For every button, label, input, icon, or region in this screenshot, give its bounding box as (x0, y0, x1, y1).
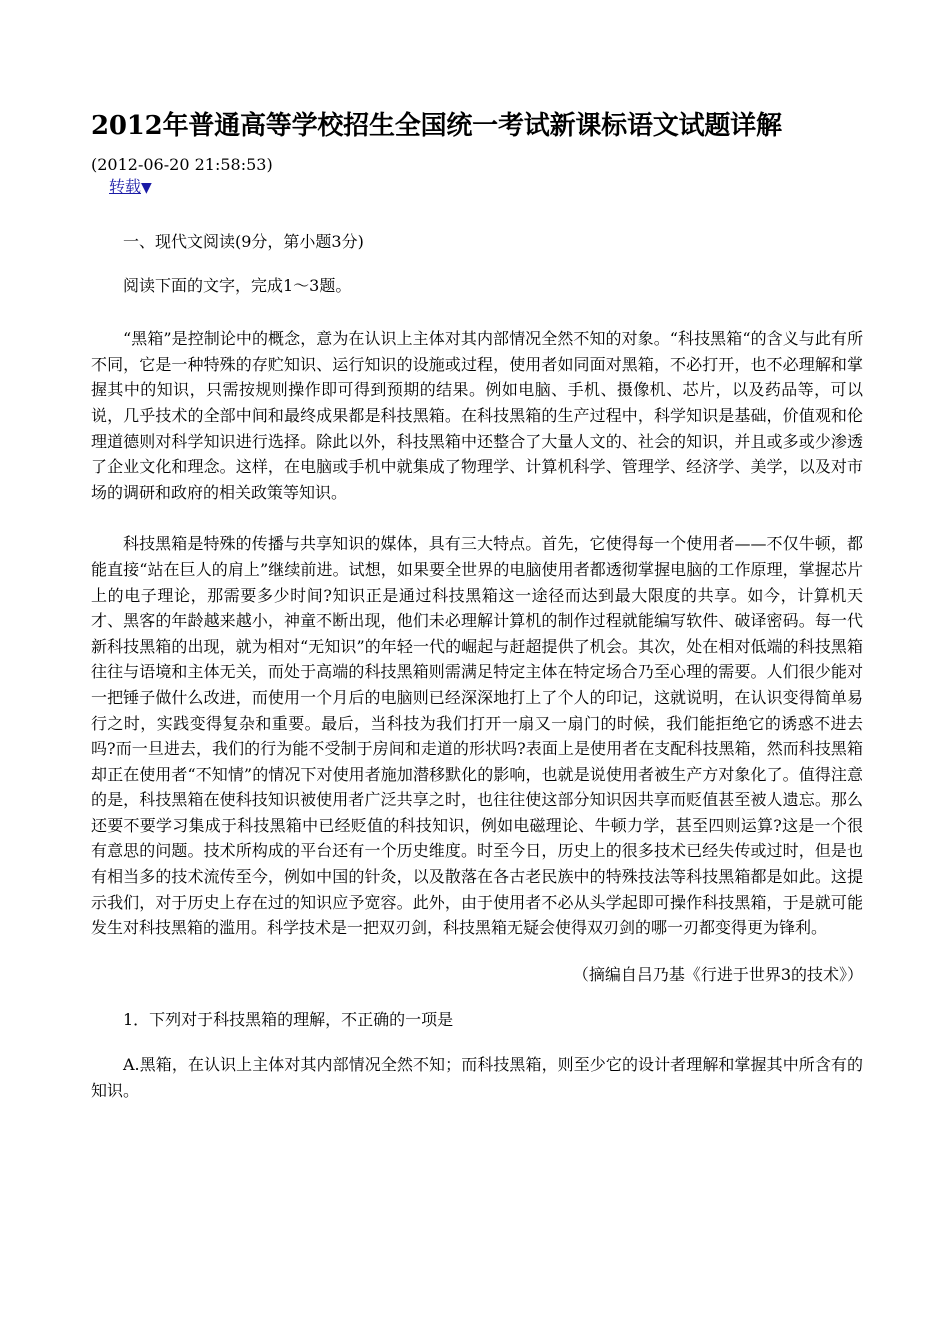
passage-source: （摘编自吕乃基《行进于世界3的技术》） (572, 964, 863, 984)
reading-instruction: 阅读下面的文字，完成1～3题。 (123, 275, 352, 295)
article-page (91, 108, 863, 1104)
article-datetime: (2012-06-20 21:58:53) (91, 155, 273, 174)
question-1-option-a: A.黑箱，在认识上主体对其内部情况全然不知；而科技黑箱，则至少它的设计者理解和掌握其中所含有的知识。 (91, 1055, 863, 1101)
repost-link[interactable] (109, 176, 152, 199)
article-title: 2012年普通高等学校招生全国统一考试新课标语文试题详解 (91, 111, 782, 141)
repost-label: 转载 (109, 177, 142, 196)
question-1: 1．下列对于科技黑箱的理解，不正确的一项是 (123, 1009, 454, 1029)
passage-paragraph-2: 科技黑箱是特殊的传播与共享知识的媒体，具有三大特点。首先，它使得每一个使用者——不仅牛顿，都能直接“站在巨人的肩上”继续前进。试想，如果要全世界的电脑使用者都透彻掌握电脑的工作原理，掌握芯片上的电子理论，那需要多少时间?知识正是通过科技黑箱这一途径而达到最大限度的共享。如今，计算机天才、黑客的年龄越来越小，神童不断出现，他们未必理解计算机的制作过程就能编写软件、破译密码。每一代新科技黑箱的出现，就为相对“无知识”的年轻一代的崛起与赶超提供了机会。其次，处在相对低端的科技黑箱往往与语境和主体无关，而处于高端的科技黑箱则需满足特定主体在特定场合乃至心理的需要。人们很少能对一把锤子做什么改进，而使用一个月后的电脑则已经深深地打上了个人的印记，这就说明，在认识变得简单易行之时，实践变得复杂和重要。最后，当科技为我们打开一扇又一扇门的时候，我们能拒绝它的诱惑不进去吗?而一旦进去，我们的行为能不受制于房间和走道的形状吗?表面上是使用者在支配科技黑箱，然而科技黑箱却正在使用者“不知情”的情况下对使用者施加潜移默化的影响，也就是说使用者被生产方对象化了。值得注意的是，科技黑箱在使科技知识被使用者广泛共享之时，也往往使这部分知识因共享而贬值甚至被人遗忘。那么还要不要学习集成于科技黑箱中已经贬值的科技知识，例如电磁理论、牛顿力学，甚至四则运算?这是一个很有意思的问题。技术所构成的平台还有一个历史维度。时至今日，历史上的很多技术已经失传或过时，但是也有相当多的技术流传至今，例如中国的针灸，以及散落在各古老民族中的特殊技法等科技黑箱都是如此。这提示我们，对于历史上存在过的知识应予宽容。此外，由于使用者不必从头学起即可操作科技黑箱，于是就可能发生对科技黑箱的滥用。科学技术是一把双刃剑，科技黑箱无疑会使得双刃剑的哪一刃都变得更为锋利。 (91, 534, 863, 938)
passage-paragraph-1: “黑箱”是控制论中的概念，意为在认识上主体对其内部情况全然不知的对象。“科技黑箱“的含义与此有所不同，它是一种特殊的存贮知识、运行知识的设施或过程，使用者如同面对黑箱，不必打开，也不必理解和掌握其中的知识，只需按规则操作即可得到预期的结果。例如电脑、手机、摄像机、芯片，以及药品等，可以说，几乎技术的全部中间和最终成果都是科技黑箱。在科技黑箱的生产过程中，科学知识是基础，价值观和伦理道德则对科学知识进行选择。除此以外，科技黑箱中还整合了大量人文的、社会的知识，并且或多或少渗透了企业文化和理念。这样，在电脑或手机中就集成了物理学、计算机科学、管理学、经济学、美学，以及对市场的调研和政府的相关政策等知识。 (91, 329, 863, 502)
section-heading: 一、现代文阅读(9分，第小题3分) (123, 232, 364, 251)
triangle-down-icon: ▼ (141, 180, 152, 196)
